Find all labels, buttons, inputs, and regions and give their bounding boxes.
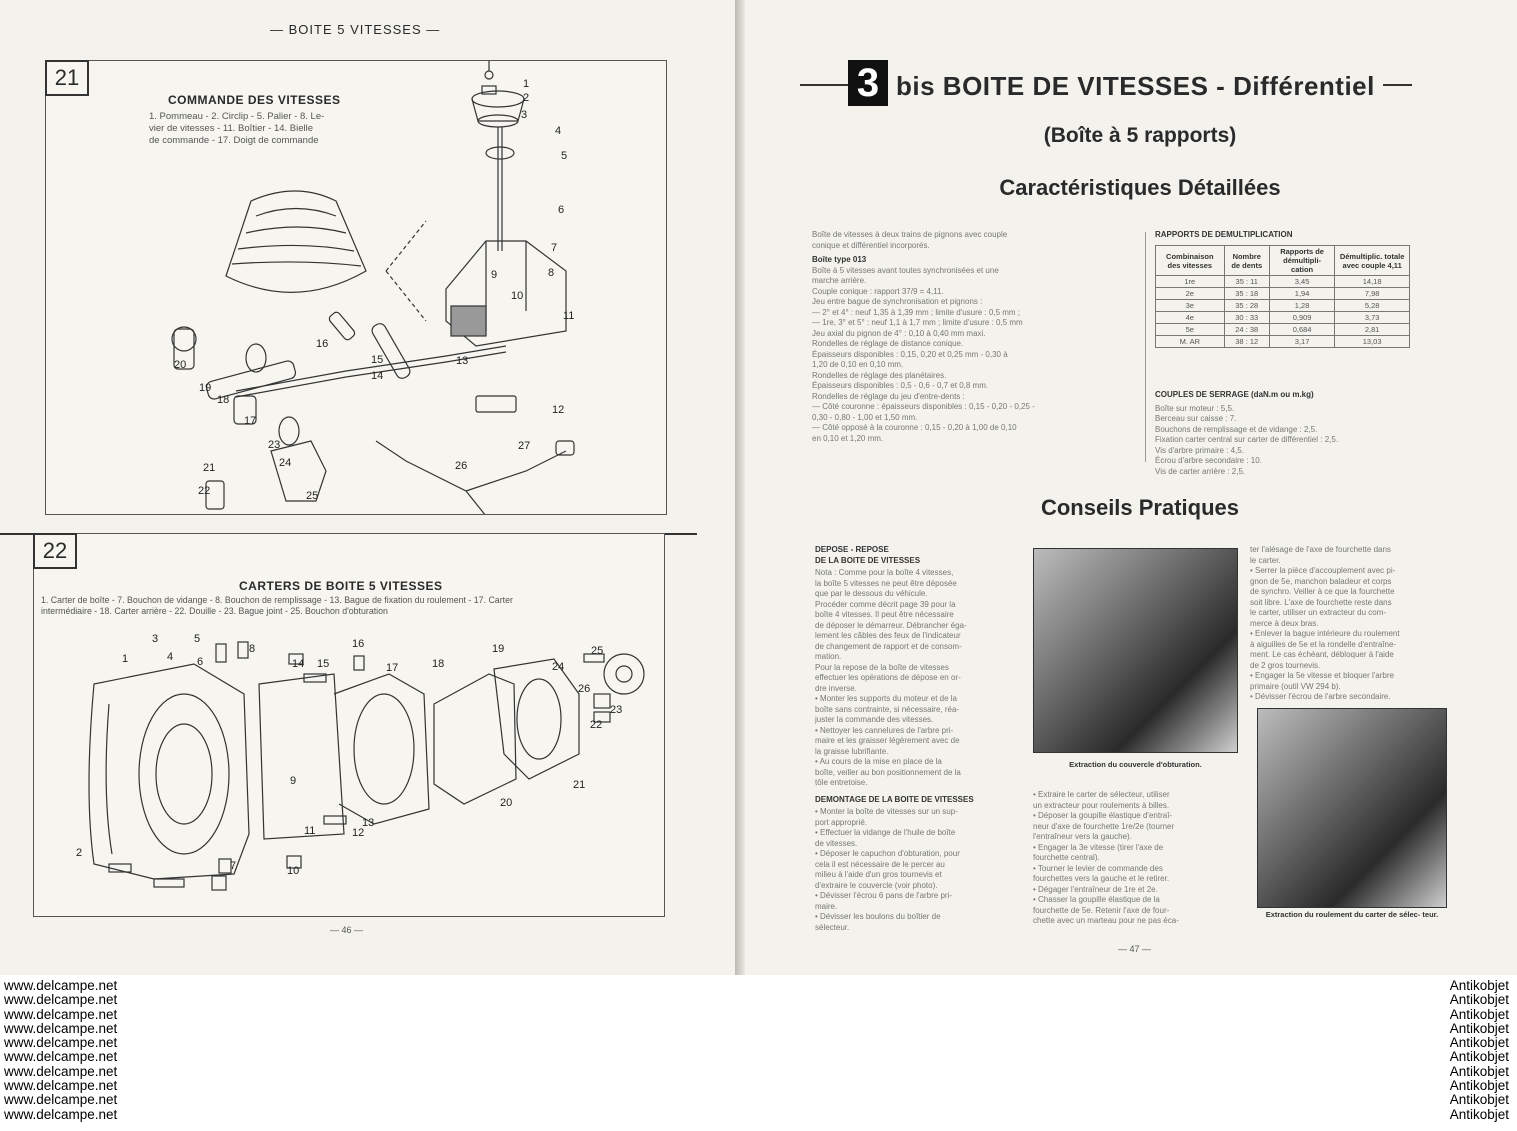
section-number: 3 [848,60,888,106]
svg-text:2: 2 [76,847,83,859]
svg-text:6: 6 [558,204,565,216]
table-row: 3e 35 : 28 1,28 5,28 [1156,300,1410,312]
svg-text:16: 16 [352,638,365,650]
watermark-right-line: Antikobjet [1449,1092,1509,1108]
watermark-left [4,979,117,1122]
svg-text:26: 26 [578,683,591,695]
svg-text:13: 13 [456,355,469,367]
svg-text:12: 12 [552,404,565,416]
figure-21 [45,60,667,515]
torque-block: COUPLES DE SERRAGE (daN.m ou m.kg) Boîte sur moteur : 5,5. Berceau sur caisse : 7. Bouchons de remplissage et de vidange : 2,5. Fixation carter central sur carter de différentiel : 2,5. Vis d'arbre primaire : 4,5. Écrou d'arbre secondaire : 10. Vis de carter arrière : 2,5. [1155,390,1339,476]
svg-text:25: 25 [306,490,319,502]
figure-21-number: 21 [45,60,89,96]
svg-text:8: 8 [548,267,555,279]
photo-1-caption: Extraction du couvercle d'obturation. [1069,760,1202,769]
svg-text:19: 19 [492,643,505,655]
running-head: — BOITE 5 VITESSES — [270,22,441,37]
watermark-right-line: Antikobjet [1449,992,1509,1008]
figure-21-legend: 1. Pommeau - 2. Circlip - 5. Palier - 8. Le- vier de vitesses - 11. Boîtier - 14. Bielle de commande - 17. Doigt de commande [149,111,325,146]
watermark-right-line: Antikobjet [1449,1020,1509,1036]
watermark-left-line: www.delcampe.net [4,1092,118,1108]
svg-text:20: 20 [174,359,187,371]
figure-21-title: COMMANDE DES VITESSES [168,93,341,107]
svg-text:12: 12 [352,827,365,839]
left-page [0,0,735,975]
ratio-table [1155,245,1410,348]
figure-21-callouts [174,78,574,502]
svg-text:18: 18 [432,658,445,670]
watermark-left-line: www.delcampe.net [4,1020,118,1036]
section-title: bis BOITE DE VITESSES - Différentiel [888,71,1383,102]
watermark-right [1450,979,1509,1122]
gearbox-housing-exploded-drawing [34,534,664,916]
svg-text:21: 21 [203,462,216,474]
svg-text:24: 24 [552,661,565,673]
figure-22 [33,533,665,917]
svg-text:17: 17 [244,415,257,427]
svg-text:9: 9 [491,269,498,281]
watermark-right-line: Antikobjet [1449,1063,1509,1079]
svg-text:8: 8 [249,643,256,655]
svg-text:11: 11 [563,310,575,322]
svg-text:5: 5 [194,633,201,645]
svg-text:16: 16 [316,338,329,350]
spec-column-rule [1145,232,1146,462]
svg-text:25: 25 [591,645,604,657]
svg-text:2: 2 [523,92,530,104]
photo-2-caption: Extraction du roulement du carter de sélec- teur. [1265,910,1439,919]
gutter [735,0,745,975]
left-page-number: — 46 — [330,925,364,935]
column-3: ter l'alésage de l'axe de fourchette dans le carter. • Serrer la pièce d'accouplement avec pi- gnon de 5e, manchon baladeur et corps de synchro. Veiller à ce que la fourchette soit libre. L'axe de fourchette reste dans le carter, utiliser un extracteur du com- merce à deux bras. • Enlever la bague intérieure du roulement à aiguilles de 5e et la rondelle d'entraîne- ment. Le cas échéant, débloquer à l'aide de 2 gros tournevis. • Engager la 5e vitesse et bloquer l'arbre primaire (outil VW 294 b). • Dévisser l'écrou de l'arbre secondaire. [1250,545,1400,701]
svg-text:15: 15 [371,354,384,366]
section-header [800,60,1412,105]
svg-text:1: 1 [122,653,129,665]
svg-text:23: 23 [610,704,623,716]
right-page-number: — 47 — [1118,944,1152,954]
photo-selector-bearing-extraction [1257,708,1447,908]
watermark-left-line: www.delcampe.net [4,1006,118,1022]
svg-text:7: 7 [230,860,237,872]
column-2: • Extraire le carter de sélecteur, utiliser un extracteur pour roulements à billes. • Déposer la goupille élastique d'entraî- neur d'axe de fourchette 1re/2e (tourner l'entraîneur vers la gauche). • Engager la 3e vitesse (tirer l'axe de fourchette central). • Tourner le levier de commande des fourchettes vers la gauche et le retirer. • Dégager l'entraîneur de 1re et 2e. • Chasser la goupille élastique de la fourchette de 5e. Retenir l'axe de four- chette avec un marteau pour ne pas éca- [1033,790,1179,925]
svg-text:10: 10 [511,290,524,302]
svg-text:14: 14 [292,658,305,670]
svg-text:6: 6 [197,656,204,668]
svg-text:4: 4 [167,651,174,663]
heading-conseils: Conseils Pratiques [1040,495,1240,520]
svg-text:14: 14 [371,370,384,382]
svg-text:13: 13 [362,817,375,829]
svg-text:7: 7 [551,242,558,254]
svg-text:4: 4 [555,125,562,137]
svg-text:1: 1 [523,78,530,90]
watermark-right-line: Antikobjet [1449,1006,1509,1022]
svg-text:22: 22 [590,719,603,731]
watermark-right-line: Antikobjet [1449,978,1509,993]
figure-22-legend: 1. Carter de boîte - 7. Bouchon de vidange - 8. Bouchon de remplissage - 13. Bague de fixation du roulement - 17. Carter intermédiaire - 18. Carter arrière - 22. Douille - 23. Bague joint - 25. Bouchon d'obturation [41,595,513,616]
subtitle: (Boîte à 5 rapports) [1043,124,1237,147]
watermark-left-line: www.delcampe.net [4,978,118,993]
svg-text:20: 20 [500,797,513,809]
table-row: 2e 35 : 18 1,94 7,98 [1156,288,1410,300]
watermark-left-line: www.delcampe.net [4,1049,118,1065]
svg-text:10: 10 [287,865,300,877]
watermark-left-line: www.delcampe.net [4,1035,118,1051]
svg-text:11: 11 [304,825,316,837]
spec-text: Boîte de vitesses à deux trains de pignons avec couple conique et différentiel incorporés. Boîte type 013 Boîte à 5 vitesses avant toutes synchronisées et une marche arrière. Couple conique : rapport 37/9 = 4,11. Jeu entre bague de synchronisation et pignons : — 2° et 4° : neuf 1,35 à 1,39 mm ; limite d'usure : 0,5 mm ; — 1re, 3° et 5° : neuf 1,1 à 1,7 mm ; limite d'usure : 0,5 mm Jeu axial du pignon de 4° : 0,10 à 0,40 mm maxi. Rondelles de réglage de distance conique. Épaisseurs disponibles : 0,15, 0,20 et 0,25 mm - 0,30 à 1,20 de 0,10 en 0,10 mm. Rondelles de réglage des planétaires. Épaisseurs disponibles : 0,5 - 0,6 - 0,7 et 0,8 mm. Rondelles de réglage du jeu d'entre-dents : — Côté couronne : épaisseurs disponibles : 0,15 - 0,20 - 0,25 - 0,30 - 0,80 - 1,00 et 1,50 mm. — Côté opposé à la couronne : 0,15 - 0,20 à 1,00 de 0,10 en 0,10 et 1,20 mm. [812,230,1035,443]
svg-text:26: 26 [455,460,468,472]
svg-text:21: 21 [573,779,586,791]
ratio-table-header: Combinaison des vitesses Nombre de dents Rapports de démultipli-cation Démultiplic. totale avec couple 4,11 [1156,246,1410,276]
table-row: 1re 35 : 11 3,45 14,18 [1156,276,1410,288]
table-row: 5e 24 : 38 0,684 2,81 [1156,324,1410,336]
watermark-right-line: Antikobjet [1449,1049,1509,1065]
svg-text:15: 15 [317,658,330,670]
svg-text:27: 27 [518,440,531,452]
ratio-table-title: RAPPORTS DE DEMULTIPLICATION [1155,230,1293,239]
svg-text:19: 19 [199,382,212,394]
svg-text:3: 3 [521,109,528,121]
svg-text:23: 23 [268,439,281,451]
svg-text:5: 5 [561,150,568,162]
gearshift-exploded-drawing [46,61,666,514]
svg-text:24: 24 [279,457,292,469]
column-1: DEPOSE - REPOSE DE LA BOITE DE VITESSES Nota : Comme pour la boîte 4 vitesses, la boîte 5 vitesses ne peut être déposée que par le dessous du véhicule. Procéder comme décrit page 39 pour la boîte 4 vitesses. Il peut être nécessaire de déposer le démarreur. Débrancher éga- lement les câbles des feux de l'indicateur de changement de rapport et de consom- mation. Pour la repose de la boîte de vitesses effectuer les opérations de dépose en or- dre inverse. • Monter les supports du moteur et de la boîte sans contrainte, si nécessaire, réa- juster la commande des vitesses. • Nettoyer les cannelures de l'arbre pri- maire et les graisser légèrement avec de la graisse lubrifiante. • Au cours de la mise en place de la boîte, veiller au bon positionnement de la tôle entretoise. DEMONTAGE DE LA BOITE DE VITESSES • Monter la boîte de vitesses sur un sup- port approprié. • Effectuer la vidange de l'huile de boîte de vitesses. • Déposer le capuchon d'obturation, pour cela il est nécessaire de le percer au milieu à l'aide d'un gros tournevis et d'extraire le couvercle (voir photo). • Dévisser l'écrou 6 pans de l'arbre pri- maire. • Dévisser les boulons du boîtier de sélecteur. [815,545,974,932]
figure-22-title: CARTERS DE BOITE 5 VITESSES [239,579,443,593]
svg-text:17: 17 [386,662,399,674]
svg-text:18: 18 [217,394,230,406]
watermark-left-line: www.delcampe.net [4,1078,118,1094]
figure-22-number: 22 [33,533,77,569]
heading-caracteristiques: Caractéristiques Détaillées [999,175,1281,200]
table-row: M. AR 38 : 12 3,17 13,03 [1156,336,1410,348]
watermark-right-line: Antikobjet [1449,1106,1509,1122]
svg-text:3: 3 [152,633,159,645]
table-row: 4e 30 : 33 0,909 3,73 [1156,312,1410,324]
watermark-right-line: Antikobjet [1449,1078,1509,1094]
svg-text:22: 22 [198,485,211,497]
watermark-right-line: Antikobjet [1449,1035,1509,1051]
watermark-left-line: www.delcampe.net [4,1106,118,1122]
watermark-left-line: www.delcampe.net [4,992,118,1008]
watermark-left-line: www.delcampe.net [4,1063,118,1079]
svg-text:9: 9 [290,775,297,787]
photo-cover-extraction [1033,548,1238,753]
